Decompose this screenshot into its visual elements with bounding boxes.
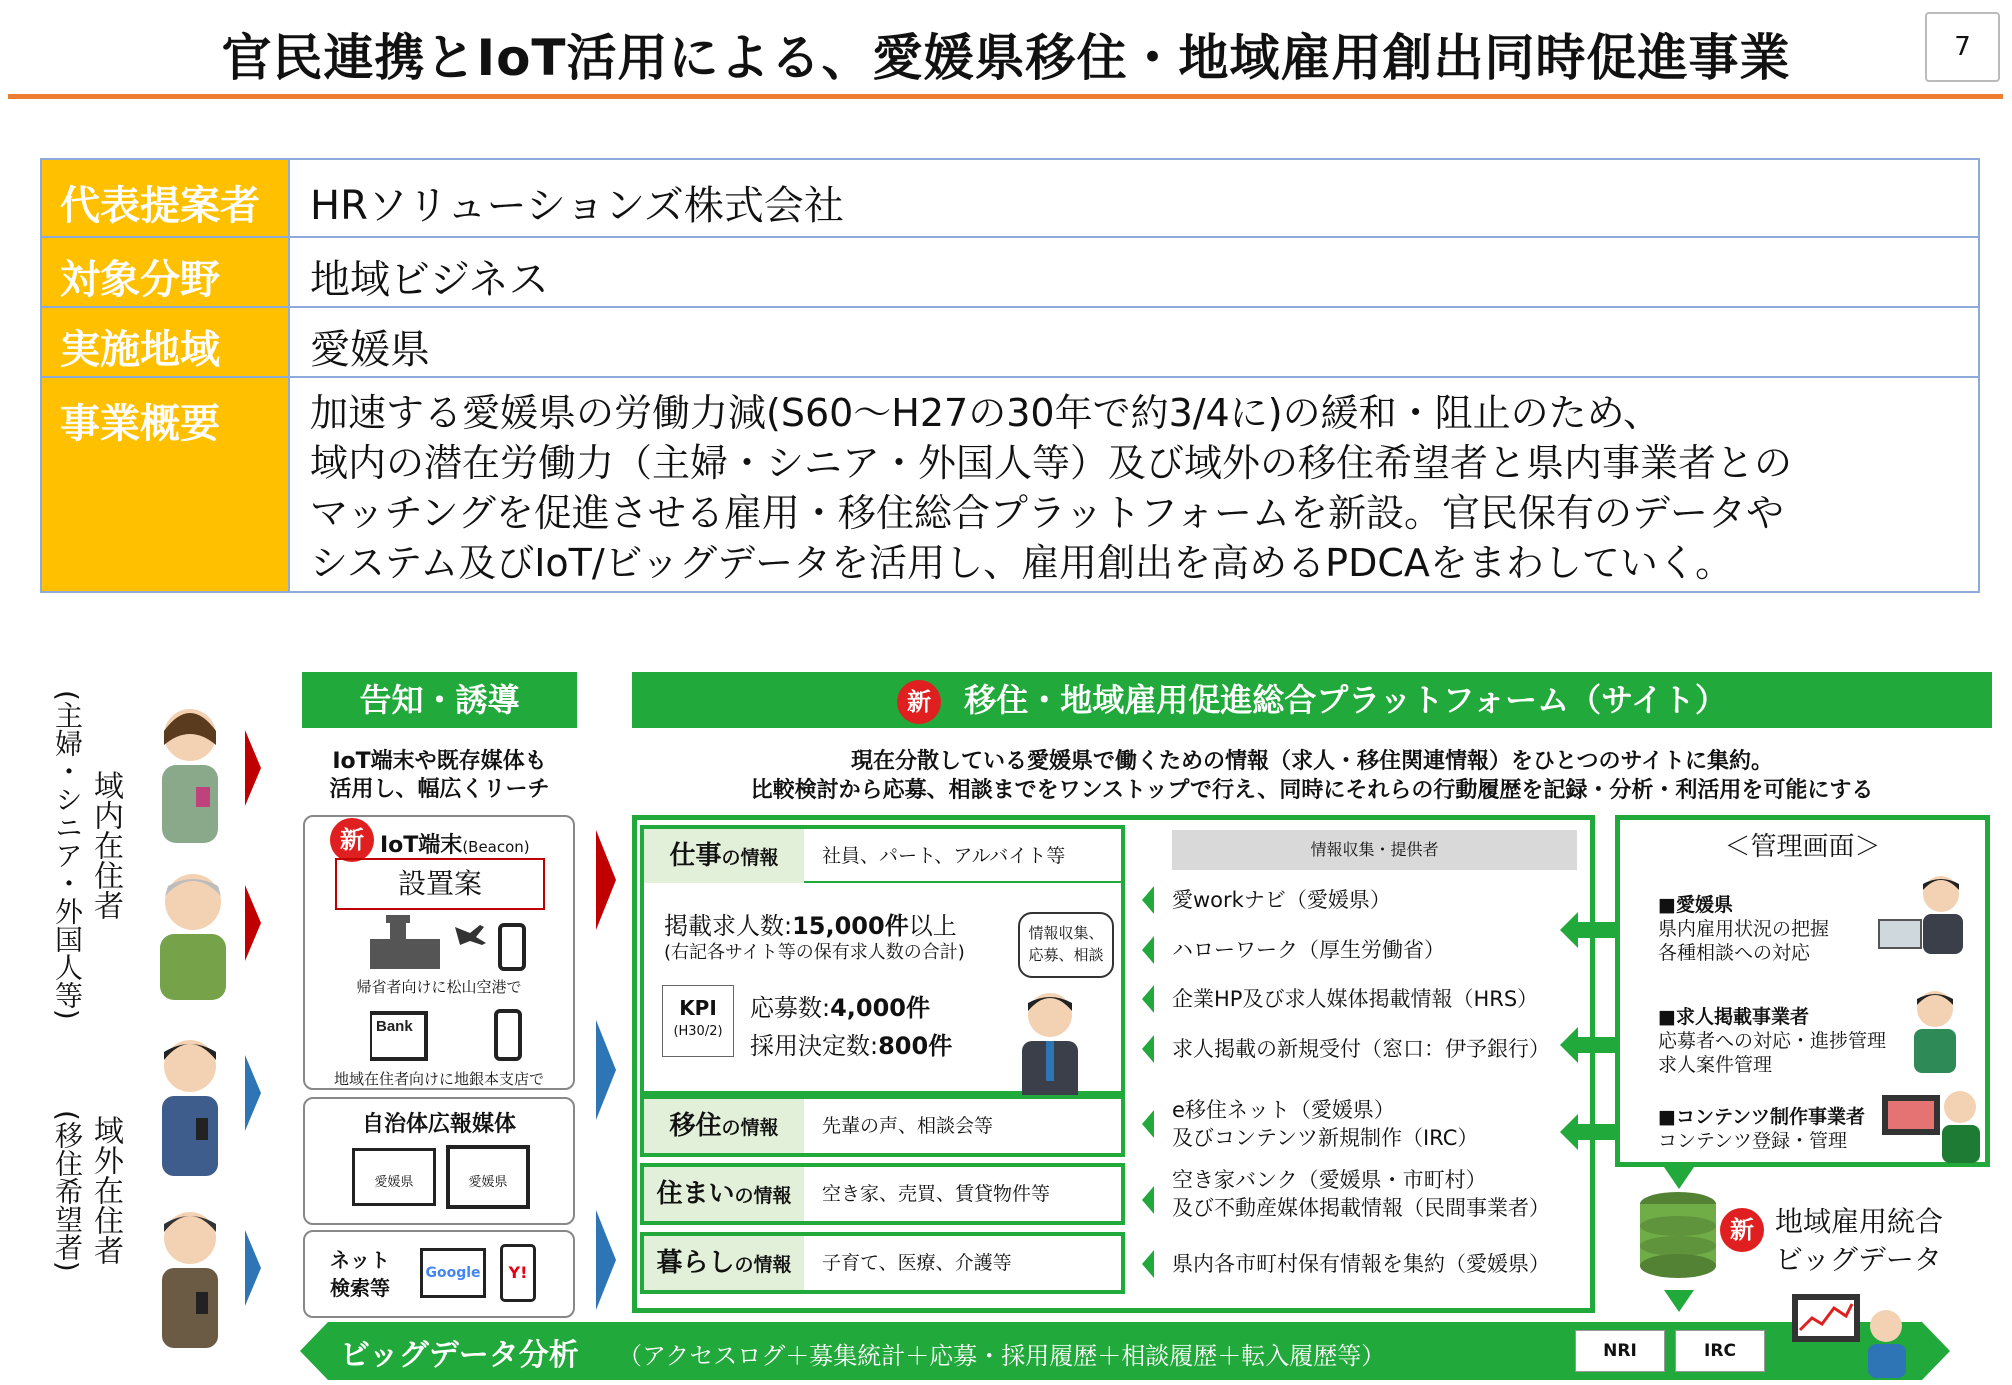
info-row-summary <box>42 378 1978 591</box>
partner-irc: IRC <box>1675 1330 1765 1372</box>
listings-value: 15,000件 <box>792 912 909 940</box>
admin-title: ＜管理画面＞ <box>1724 832 1881 862</box>
housing-desc: 空き家、売買、賃貸物件等 <box>822 1183 1051 1205</box>
outside-label: 域外在住者 <box>88 1115 123 1265</box>
platform-desc-2: 比較検討から応募、相談までをワンストップで行え、同時にそれらの行動履歴を記録・分析・利活用を可能にする <box>750 778 1874 803</box>
iot-title <box>380 828 530 859</box>
info-key: 代表提案者 <box>42 160 290 236</box>
admin-group-line: 各種相談への対応 <box>1658 942 1811 964</box>
arrow-right-icon <box>596 1020 616 1120</box>
admin-group-head: ■求人掲載事業者 <box>1658 1006 1809 1028</box>
listings-suffix: 以上 <box>908 912 957 940</box>
database-icon <box>1638 1190 1718 1280</box>
sources-header: 情報収集・提供者 <box>1172 830 1577 870</box>
proposal-box: 設置案 <box>335 858 545 910</box>
life-label-suffix: の情報 <box>734 1254 792 1276</box>
bank-caption: 地域在住者向けに地銀本支店で <box>333 1070 544 1088</box>
arrow-down-icon <box>1664 1290 1694 1312</box>
listings-label: 掲載求人数: <box>664 912 793 940</box>
arrow-right-icon <box>245 1055 261 1131</box>
source-item: 企業HP及び求人媒体掲載情報（HRS） <box>1172 987 1539 1011</box>
brochure-icon: 愛媛県 <box>352 1148 436 1206</box>
new-badge: 新 <box>1720 1208 1764 1252</box>
housing-label <box>644 1167 804 1221</box>
bigdata-line2: ビッグデータ <box>1775 1243 1942 1276</box>
employer-person-icon <box>1900 985 1970 1075</box>
migration-label <box>644 1099 804 1153</box>
inside-label: 域内在住者 <box>88 770 123 920</box>
platform-title: 移住・地域雇用促進総合プラットフォーム（サイト） <box>964 681 1727 719</box>
applications-value: 4,000件 <box>830 994 931 1022</box>
partner-nri: NRI <box>1575 1330 1665 1372</box>
source-item: 及びコンテンツ新規制作（IRC） <box>1172 1126 1479 1150</box>
source-item: 愛workナビ（愛媛県） <box>1172 888 1391 912</box>
arrow-left-icon <box>1142 1110 1154 1138</box>
title-underline <box>8 94 2003 99</box>
housing-label-main: 住まい <box>656 1179 735 1209</box>
listings-line <box>664 906 957 941</box>
hires-line <box>750 1026 952 1061</box>
life-desc: 子育て、医療、介護等 <box>822 1252 1012 1274</box>
analyst-illustration <box>1790 1290 1910 1380</box>
page-title: 官民連携とIoT活用による、愛媛県移住・地域雇用創出同時促進事業 <box>221 29 1791 87</box>
bubble-line: 応募、相談 <box>1028 946 1104 964</box>
hires-label: 採用決定数: <box>750 1032 879 1060</box>
info-key: 事業概要 <box>42 378 290 591</box>
work-label-main: 仕事 <box>669 841 722 871</box>
arrow-right-icon <box>596 1210 616 1310</box>
yahoo-icon: Y! <box>500 1244 536 1302</box>
work-desc: 社員、パート、アルバイト等 <box>804 829 1121 883</box>
source-item: 県内各市町村保有情報を集約（愛媛県） <box>1172 1252 1550 1276</box>
analysis-detail: （アクセスログ＋募集統計＋応募・採用履歴＋相談履歴＋転入履歴等） <box>618 1342 1386 1370</box>
admin-group-line: コンテンツ登録・管理 <box>1658 1130 1848 1152</box>
kpi-label: KPI <box>679 996 717 1020</box>
arrow-left-icon <box>1142 1186 1154 1214</box>
kpi-box <box>662 985 734 1057</box>
arrow-left-icon <box>1142 886 1154 914</box>
migrant-man-illustration <box>150 1028 230 1178</box>
platform-desc-1: 現在分散している愛媛県で働くための情報（求人・移住関連情報）をひとつのサイトに集約。 <box>850 749 1774 774</box>
life-label-main: 暮らし <box>656 1248 735 1278</box>
bubble-line: 情報収集、 <box>1028 924 1104 942</box>
google-icon: Google <box>420 1248 486 1298</box>
work-label <box>644 829 804 883</box>
listings-note: (右記各サイト等の保有求人数の合計) <box>664 942 965 963</box>
content-creator-icon <box>1880 1085 1985 1165</box>
info-key: 対象分野 <box>42 238 290 306</box>
arrow-left-icon <box>1142 985 1154 1013</box>
applications-label: 応募数: <box>750 994 831 1022</box>
info-row-region <box>42 308 1978 378</box>
arrow-right-icon <box>245 885 261 961</box>
info-table <box>40 158 1980 593</box>
bank-text: Bank <box>376 1018 413 1035</box>
admin-group-line: 応募者への対応・進捗管理 <box>1658 1030 1887 1052</box>
housing-label-suffix: の情報 <box>734 1185 792 1207</box>
admin-group-head: ■コンテンツ制作事業者 <box>1658 1106 1866 1128</box>
housewife-illustration <box>150 695 230 845</box>
airport-icon <box>360 915 530 975</box>
analysis-title: ビッグデータ分析 <box>340 1338 579 1373</box>
net-label-1: ネット <box>330 1248 390 1272</box>
info-value: 愛媛県 <box>310 327 430 373</box>
summary-line: システム及びIoT/ビッグデータを活用し、雇用創出を高めるPDCAをまわしていく。 <box>310 541 1734 585</box>
arrow-left-icon <box>1142 936 1154 964</box>
admin-group-head: ■愛媛県 <box>1658 894 1733 916</box>
info-value: 地域ビジネス <box>310 257 549 303</box>
info-row-field <box>42 238 1978 308</box>
senior-illustration <box>148 862 238 1002</box>
migration-desc: 先輩の声、相談会等 <box>822 1115 994 1137</box>
iot-subtitle: (Beacon) <box>462 838 530 856</box>
summary-line: マッチングを促進させる雇用・移住総合プラットフォームを新設。官民保有のデータや <box>310 491 1785 535</box>
outreach-desc-2: 活用し、幅広くリーチ <box>329 777 550 802</box>
outreach-header: 告知・誘導 <box>302 672 577 728</box>
info-row-proposer <box>42 160 1978 238</box>
life-label <box>644 1236 804 1290</box>
kpi-period: (H30/2) <box>673 1024 723 1039</box>
iot-title-text: IoT端末 <box>380 833 463 858</box>
source-item: 及び不動産媒体掲載情報（民間事業者） <box>1172 1196 1550 1220</box>
hires-value: 800件 <box>878 1032 953 1060</box>
source-item: 求人掲載の新規受付（窓口：伊予銀行） <box>1172 1037 1550 1061</box>
net-label-2: 検索等 <box>330 1276 390 1300</box>
arrow-down-icon <box>1664 1167 1694 1189</box>
speech-bubble <box>1018 912 1114 978</box>
bigdata-line1: 地域雇用統合 <box>1775 1205 1944 1238</box>
migration-label-main: 移住 <box>669 1111 722 1141</box>
work-label-suffix: の情報 <box>721 847 779 869</box>
source-item: ハローワーク（厚生労働省） <box>1172 938 1445 962</box>
admin-group-line: 求人案件管理 <box>1658 1054 1773 1076</box>
municipal-title: 自治体広報媒体 <box>361 1112 516 1137</box>
arrow-left-icon <box>1142 1035 1154 1063</box>
arrow-right-icon <box>245 730 261 806</box>
admin-person-icon <box>1875 870 1975 960</box>
bank-icon <box>370 1005 530 1065</box>
info-value: HRソリューションズ株式会社 <box>310 183 844 229</box>
arrow-left-icon <box>1142 1250 1154 1278</box>
arrow-right-icon <box>245 1230 261 1306</box>
arrow-right-icon <box>596 830 616 930</box>
source-item: e移住ネット（愛媛県） <box>1172 1098 1395 1122</box>
source-item: 空き家バンク（愛媛県・市町村） <box>1172 1168 1487 1192</box>
outside-sub-label: (移住希望者) <box>51 1110 84 1272</box>
page-number: 7 <box>1925 12 2000 82</box>
outreach-desc-1: IoT端末や既存媒体も <box>332 749 547 774</box>
migration-label-suffix: の情報 <box>721 1117 779 1139</box>
applications-line <box>750 988 930 1023</box>
senior-man-illustration <box>150 1200 230 1350</box>
inside-sub-label: (主婦・シニア・外国人等) <box>51 690 84 1020</box>
summary-line: 加速する愛媛県の労働力減(S60〜H27の30年で約3/4に)の緩和・阻止のため、 <box>310 391 1662 435</box>
new-badge: 新 <box>330 818 374 862</box>
airport-caption: 帰省者向けに松山空港で <box>356 978 522 996</box>
summary-line: 域内の潜在労働力（主婦・シニア・外国人等）及び域外の移住希望者と県内事業者との <box>310 441 1793 485</box>
new-badge: 新 <box>897 680 941 724</box>
info-key: 実施地域 <box>42 308 290 376</box>
monitor-icon: 愛媛県 <box>446 1145 530 1209</box>
info-value-summary <box>310 378 1968 588</box>
platform-header <box>632 672 1992 728</box>
admin-group-line: 県内雇用状況の把握 <box>1658 918 1830 940</box>
